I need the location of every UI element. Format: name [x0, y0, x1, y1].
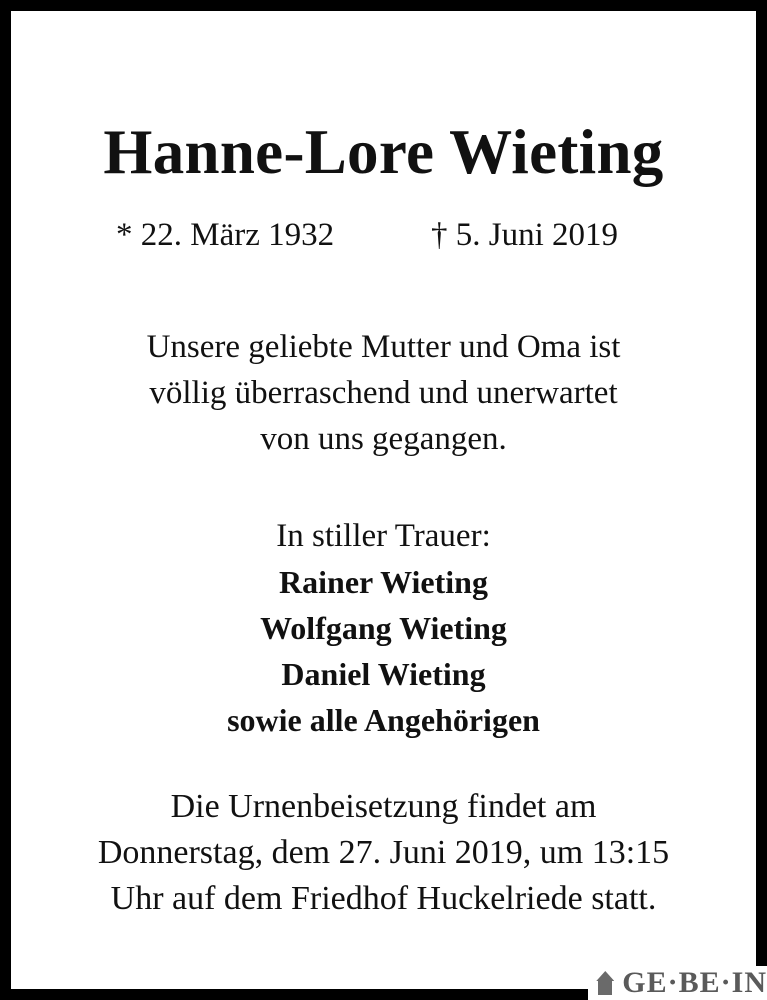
mourner-name: Rainer Wieting: [279, 564, 488, 600]
building-icon: [594, 971, 616, 995]
message-line: Unsere geliebte Mutter und Oma ist: [146, 329, 621, 365]
gebein-logo: [588, 966, 767, 1000]
message-line: von uns gegangen.: [260, 421, 507, 457]
message-line: völlig überraschend und unerwartet: [149, 375, 618, 411]
burial-line: Donnerstag, dem 27. Juni 2019, um 13:15: [97, 834, 670, 871]
mourning-intro: In stiller Trauer:: [276, 518, 491, 554]
burial-line: Uhr auf dem Friedhof Huckelriede statt.: [110, 880, 657, 917]
life-dates: [11, 215, 756, 255]
burial-info: [11, 784, 756, 922]
mourner-name: Wolfgang Wieting: [260, 610, 507, 646]
mourner-name: Daniel Wieting: [281, 656, 486, 692]
mourner-name: sowie alle Angehörigen: [227, 702, 540, 738]
birth-date: * 22. März 1932: [116, 217, 335, 253]
logo-text: GE·BE·IN: [622, 966, 767, 999]
death-date: † 5. Juni 2019: [431, 217, 619, 253]
burial-line: Die Urnenbeisetzung findet am: [170, 788, 597, 825]
deceased-name: Hanne-Lore Wieting: [103, 117, 664, 187]
mourners-list: [11, 513, 756, 743]
obituary-message: [11, 324, 756, 462]
